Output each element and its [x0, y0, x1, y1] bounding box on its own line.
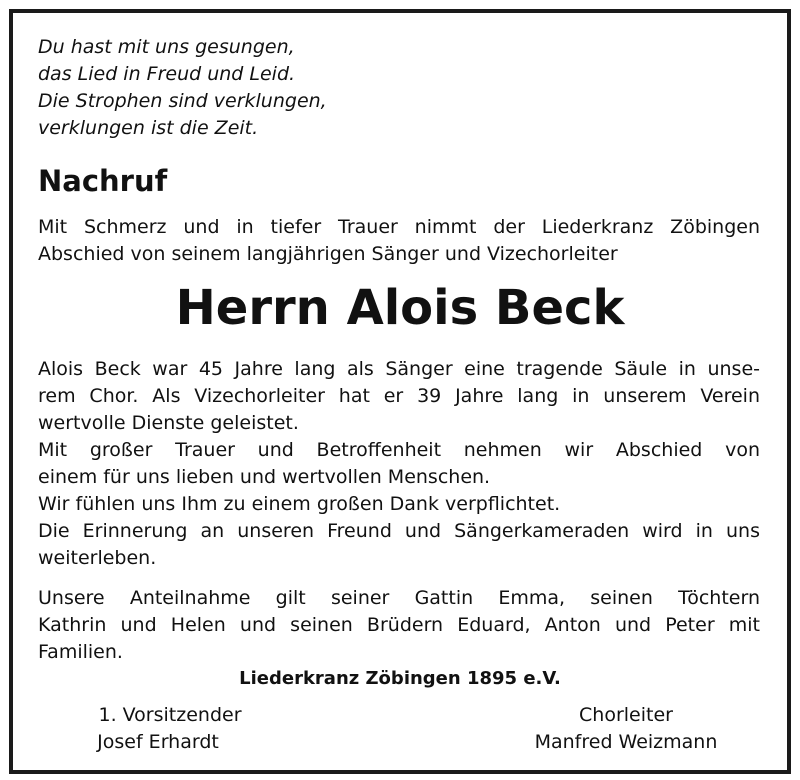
poem-line: das Lied in Freud und Leid. — [38, 63, 296, 85]
page-title: Nachruf — [38, 164, 168, 198]
intro-line: Abschied von seinem langjährigen Sänger und Vizechorleiter — [38, 243, 618, 265]
intro-line: Mit Schmerz und in tiefer Trauer nimmt der Liederkranz Zöbingen — [38, 216, 760, 238]
paragraph-line: Die Erinnerung an unseren Freund und Sängerkameraden wird in uns — [38, 520, 760, 542]
poem-line: verklungen ist die Zeit. — [38, 117, 259, 139]
paragraph-line: Alois Beck war 45 Jahre lang als Sänger eine tragende Säule in unse- — [38, 358, 760, 380]
paragraph-line: weiterleben. — [38, 547, 157, 569]
signature-right-name: Manfred Weizmann — [534, 731, 718, 753]
signature-left-title: 1. Vorsitzender — [98, 704, 242, 726]
condolence-line: Kathrin und Helen und seinen Brüdern Eduard, Anton und Peter mit — [38, 614, 760, 636]
signature-right-title: Chorleiter — [579, 704, 673, 726]
paragraph-line: Mit großer Trauer und Betroffenheit nehmen wir Abschied von — [38, 439, 760, 461]
condolence-line: Familien. — [38, 641, 123, 663]
poem-line: Die Strophen sind verklungen, — [38, 90, 327, 112]
condolence-line: Unsere Anteilnahme gilt seiner Gattin Emma, seinen Töchtern — [38, 587, 760, 609]
signature-left-name: Josef Erhardt — [97, 731, 219, 753]
deceased-name: Herrn Alois Beck — [175, 280, 625, 336]
paragraph-line: rem Chor. Als Vizechorleiter hat er 39 Jahre lang in unserem Verein — [38, 385, 760, 407]
organization-name: Liederkranz Zöbingen 1895 e.V. — [239, 668, 561, 689]
paragraph-line: einem für uns lieben und wertvollen Menschen. — [38, 466, 491, 488]
paragraph-line: Wir fühlen uns Ihm zu einem großen Dank verpflichtet. — [38, 493, 561, 515]
poem-line: Du hast mit uns gesungen, — [38, 36, 295, 58]
paragraph-line: wertvolle Dienste geleistet. — [38, 412, 299, 434]
